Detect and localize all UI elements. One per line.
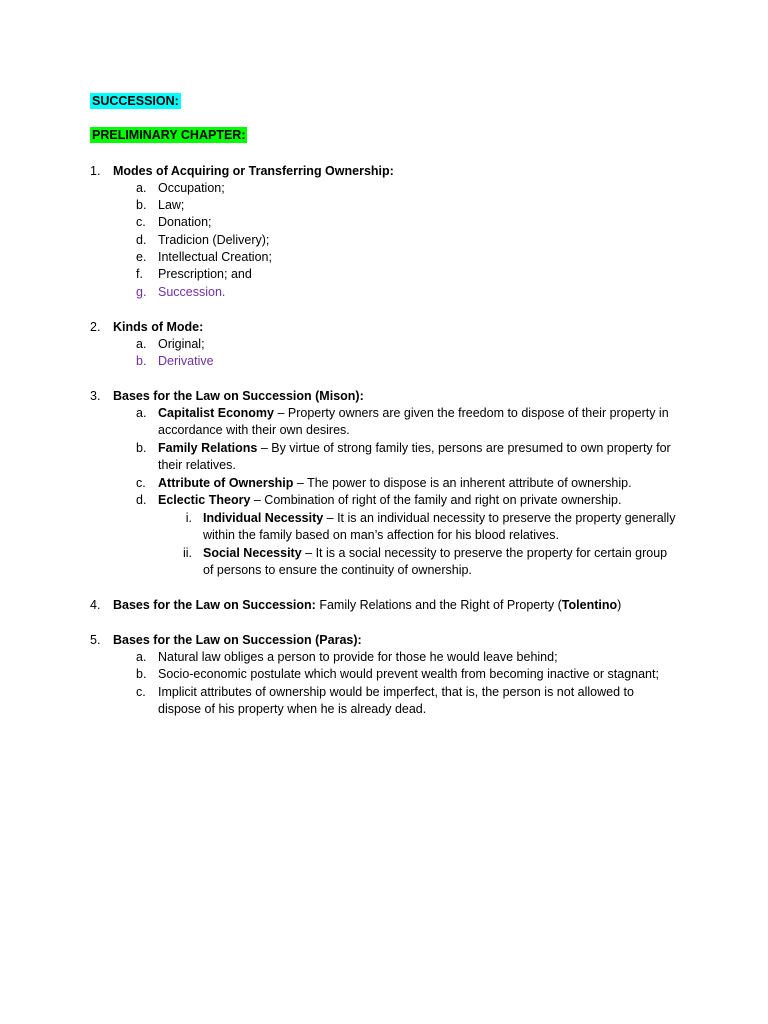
list-item: Original; <box>158 337 205 351</box>
list-marker: i. <box>185 511 192 525</box>
list-item-continuation: dispose of his property when he is already dead. <box>158 702 427 716</box>
list-marker: ii. <box>182 546 192 560</box>
list-marker: b. <box>136 441 147 455</box>
chapter-heading: PRELIMINARY CHAPTER: <box>92 128 246 142</box>
list-marker: d. <box>136 233 147 247</box>
list-marker: c. <box>136 215 146 229</box>
term: Social Necessity <box>203 546 302 560</box>
section-heading: Bases for the Law on Succession (Mison): <box>113 389 364 403</box>
list-marker: g. <box>136 285 147 299</box>
list-marker: f. <box>136 267 143 281</box>
document-title: SUCCESSION: <box>92 94 179 108</box>
list-item: Implicit attributes of ownership would be imperfect, that is, the person is not allowed to <box>158 685 634 699</box>
list-marker: c. <box>136 685 146 699</box>
list-item: Eclectic Theory – Combination of right of the family and right on private ownership. <box>158 493 622 507</box>
list-item: Succession. <box>158 285 226 299</box>
list-marker: a. <box>136 406 147 420</box>
term: Individual Necessity <box>203 511 324 525</box>
list-marker: b. <box>136 667 147 681</box>
list-item: Occupation; <box>158 181 225 195</box>
list-marker: a. <box>136 337 147 351</box>
list-item: Social Necessity – It is a social necessity to preserve the property for certain group <box>203 546 668 560</box>
list-item-continuation: their relatives. <box>158 458 236 472</box>
term: Eclectic Theory <box>158 493 251 507</box>
list-item-continuation: accordance with their own desires. <box>158 423 350 437</box>
list-item: Individual Necessity – It is an individual necessity to preserve the property generally <box>203 511 676 525</box>
list-item: Family Relations – By virtue of strong family ties, persons are presumed to own property for <box>158 441 671 455</box>
term: Attribute of Ownership <box>158 476 294 490</box>
list-item: Intellectual Creation; <box>158 250 272 264</box>
list-item: Law; <box>158 198 185 212</box>
section-heading: Kinds of Mode: <box>113 320 204 334</box>
section-number: 3. <box>90 389 101 403</box>
section-number: 1. <box>90 164 101 178</box>
list-item: Attribute of Ownership – The power to dispose is an inherent attribute of ownership. <box>158 476 632 490</box>
term: Capitalist Economy <box>158 406 274 420</box>
list-marker: b. <box>136 354 147 368</box>
list-marker: b. <box>136 198 147 212</box>
list-item-continuation: within the family based on man’s affection for his blood relatives. <box>203 528 559 542</box>
section-number: 5. <box>90 633 101 647</box>
list-marker: d. <box>136 493 147 507</box>
list-item: Donation; <box>158 215 212 229</box>
list-marker: a. <box>136 181 147 195</box>
list-marker: c. <box>136 476 146 490</box>
list-marker: a. <box>136 650 147 664</box>
section-heading: Modes of Acquiring or Transferring Ownership: <box>113 164 394 178</box>
list-item-continuation: of persons to ensure the continuity of ownership. <box>203 563 472 577</box>
section-number: 2. <box>90 320 101 334</box>
section-heading: Bases for the Law on Succession: Family Relations and the Right of Property (Tolentino) <box>113 598 622 612</box>
list-item: Prescription; and <box>158 267 252 281</box>
section-heading: Bases for the Law on Succession (Paras): <box>113 633 362 647</box>
list-item: Tradicion (Delivery); <box>158 233 270 247</box>
section-number: 4. <box>90 598 101 612</box>
list-item: Socio-economic postulate which would prevent wealth from becoming inactive or stagnant; <box>158 667 659 681</box>
list-item: Natural law obliges a person to provide for those he would leave behind; <box>158 650 558 664</box>
list-item: Capitalist Economy – Property owners are given the freedom to dispose of their property in <box>158 406 669 420</box>
term: Family Relations <box>158 441 258 455</box>
list-item: Derivative <box>158 354 214 368</box>
list-marker: e. <box>136 250 147 264</box>
